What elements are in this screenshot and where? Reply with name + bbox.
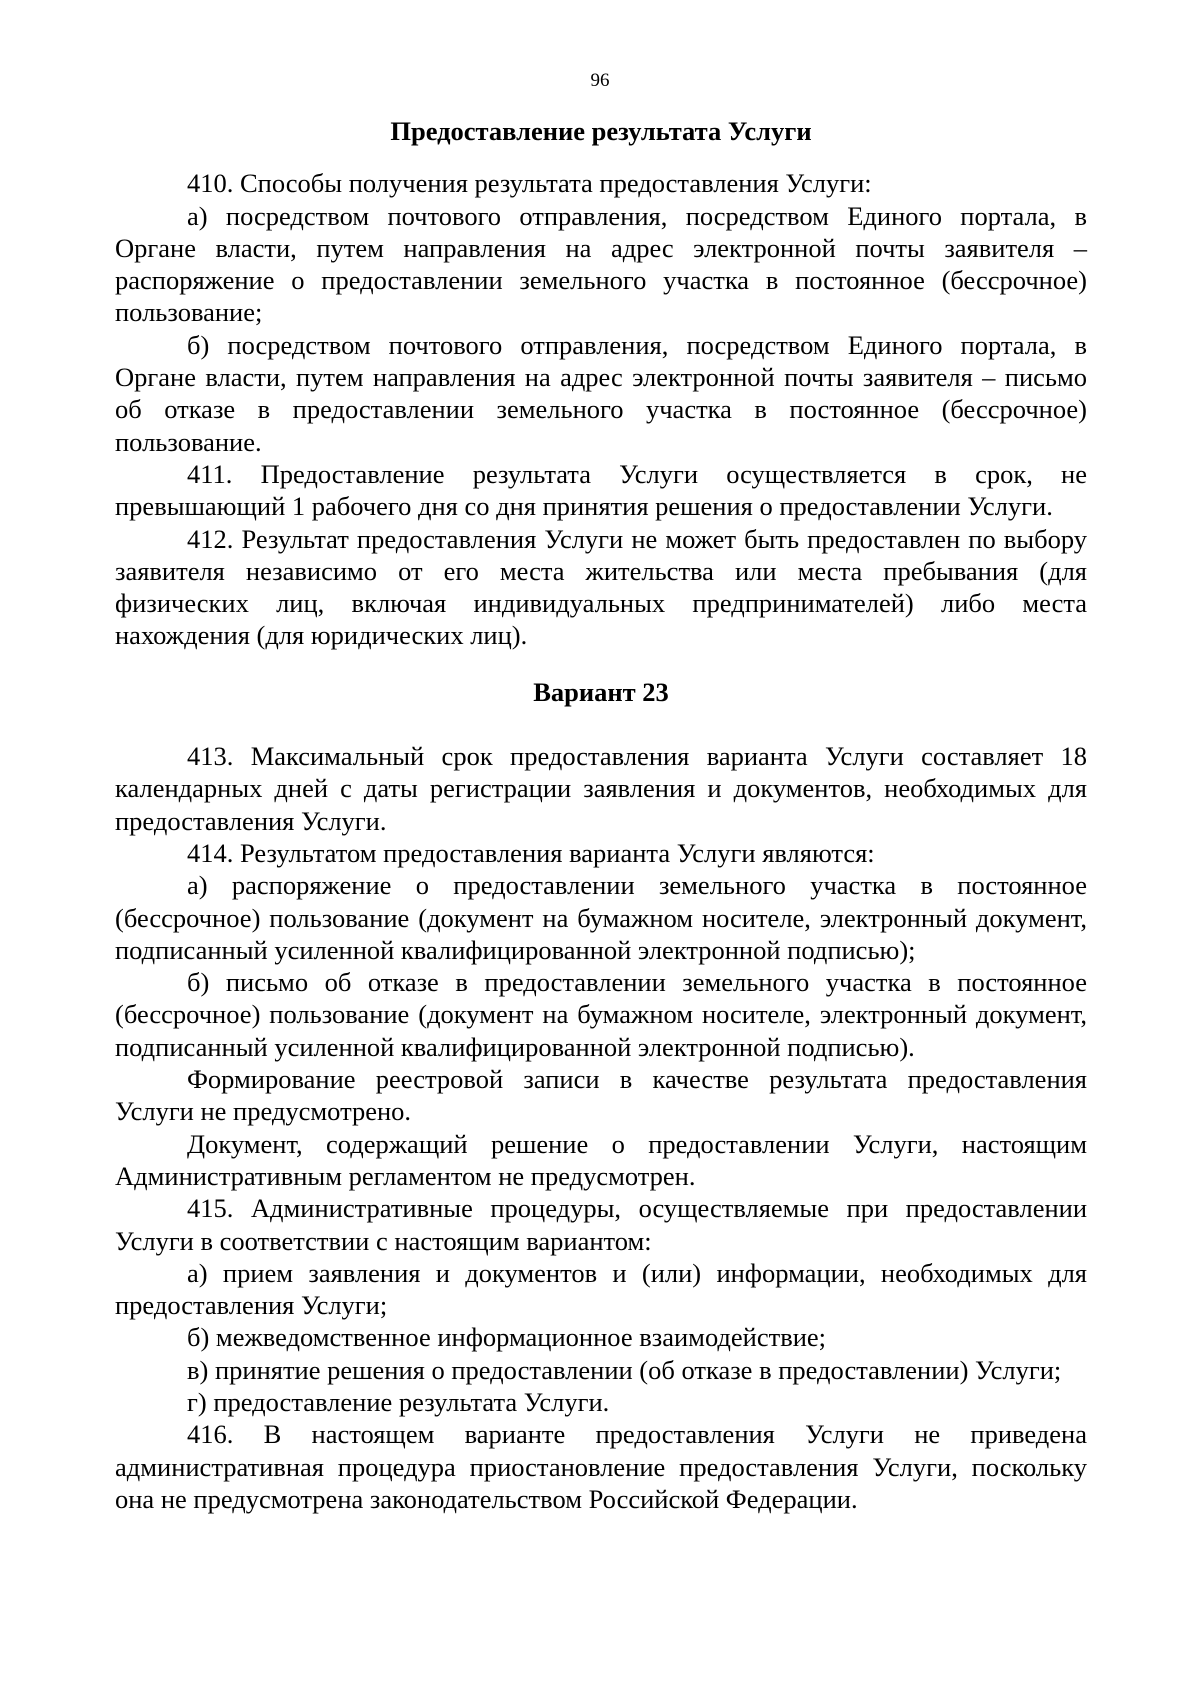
section-heading-variant: Вариант 23 <box>533 676 669 707</box>
section-heading-result: Предоставление результата Услуги <box>390 116 812 146</box>
paragraph-410-a: а) посредством почтового отправления, посредством Единого портала, в Органе власти, путем направления на адрес электронной почты заявителя – распоряжение о предоставлении земельного участка в постоянное (бессрочное) пользование; <box>115 200 1087 328</box>
paragraph-416: 416. В настоящем варианте предоставления Услуги не приведена административная процедура приостановление предоставления Услуги, поскольку она не предусмотрена законодательством Российской Федерации. <box>115 1419 1087 1514</box>
paragraph-decision-document: Документ, содержащий решение о предоставлении Услуги, настоящим Административным регламентом не предусмотрен. <box>115 1128 1087 1191</box>
paragraph-413: 413. Максимальный срок предоставления варианта Услуги составляет 18 календарных дней с даты регистрации заявления и документов, необходимых для предоставления Услуги. <box>115 741 1087 836</box>
paragraph-registry-record: Формирование реестровой записи в качестве результата предоставления Услуги не предусмотрено. <box>115 1064 1087 1127</box>
paragraph-414-b: б) письмо об отказе в предоставлении земельного участка в постоянное (бессрочное) пользование (документ на бумажном носителе, электронный документ, подписанный усиленной квалифицированной электронной подписью). <box>115 967 1087 1062</box>
paragraph-415-v: в) принятие решения о предоставлении (об отказе в предоставлении) Услуги; <box>187 1354 1062 1385</box>
paragraph-415-g: г) предоставление результата Услуги. <box>187 1386 610 1417</box>
paragraph-411: 411. Предоставление результата Услуги осуществляется в срок, не превышающий 1 рабочего дня со дня принятия решения о предоставлении Услуги. <box>115 458 1087 522</box>
document-body <box>115 115 1087 1515</box>
paragraph-410-b: б) посредством почтового отправления, посредством Единого портала, в Органе власти, путем направления на адрес электронной почты заявителя – письмо об отказе в предоставлении земельного участка в постоянное (бессрочное) пользование. <box>115 329 1087 457</box>
page-number: 96 <box>590 70 610 91</box>
paragraph-412: 412. Результат предоставления Услуги не может быть предоставлен по выбору заявителя независимо от его места жительства или места пребывания (для физических лиц, включая индивидуальных предпринимателей) либо места нахождения (для юридических лиц). <box>115 523 1087 651</box>
paragraph-410: 410. Способы получения результата предоставления Услуги: <box>187 168 872 199</box>
paragraph-414: 414. Результатом предоставления варианта Услуги являются: <box>187 837 875 868</box>
paragraph-415-a: а) прием заявления и документов и (или) информации, необходимых для предоставления Услуги; <box>115 1257 1087 1321</box>
paragraph-414-a: а) распоряжение о предоставлении земельного участка в постоянное (бессрочное) пользование (документ на бумажном носителе, электронный документ, подписанный усиленной квалифицированной электронной подписью); <box>115 870 1087 965</box>
paragraph-415-b: б) межведомственное информационное взаимодействие; <box>187 1322 827 1353</box>
paragraph-415: 415. Административные процедуры, осуществляемые при предоставлении Услуги в соответствии с настоящим вариантом: <box>115 1193 1087 1256</box>
